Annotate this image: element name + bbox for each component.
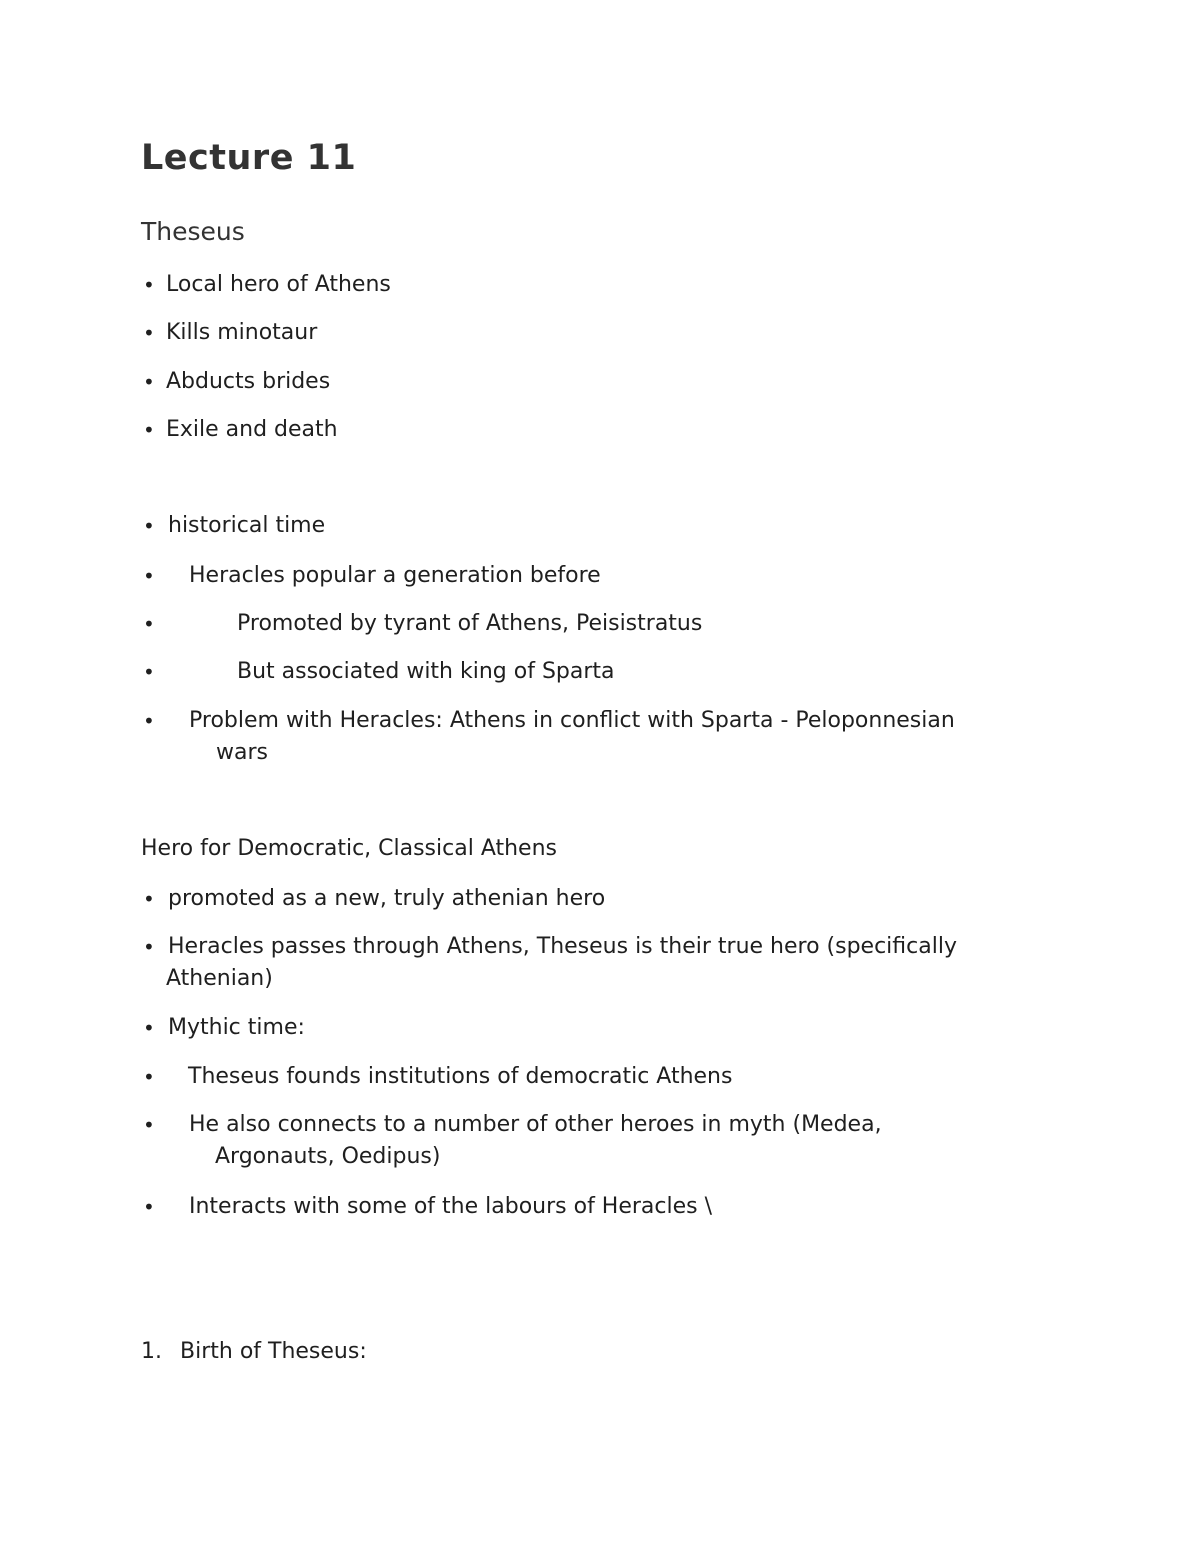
list-item-continuation: wars	[216, 740, 268, 765]
bullet-marker: •	[143, 1113, 155, 1137]
list-item: But associated with king of Sparta	[237, 659, 615, 684]
document-title: Lecture 11	[141, 138, 357, 178]
list-item: Promoted by tyrant of Athens, Peisistratus	[237, 611, 703, 636]
list-item: Mythic time:	[168, 1015, 305, 1040]
bullet-marker: •	[143, 418, 155, 442]
list-item: historical time	[168, 513, 326, 538]
list-item: Problem with Heracles: Athens in conflict with Sparta - Peloponnesian	[189, 708, 955, 733]
numbered-item-label: Birth of Theseus:	[180, 1339, 367, 1364]
list-item: Theseus founds institutions of democratic Athens	[188, 1064, 733, 1089]
bullet-marker: •	[143, 935, 155, 959]
list-item: promoted as a new, truly athenian hero	[168, 886, 606, 911]
bullet-marker: •	[143, 887, 155, 911]
document-subtitle: Theseus	[141, 217, 245, 246]
list-item: He also connects to a number of other heroes in myth (Medea,	[189, 1112, 882, 1137]
bullet-marker: •	[143, 1065, 155, 1089]
bullet-marker: •	[143, 660, 155, 684]
list-item: Kills minotaur	[166, 320, 318, 345]
list-item: Local hero of Athens	[166, 272, 391, 297]
bullet-marker: •	[143, 564, 155, 588]
bullet-marker: •	[143, 514, 155, 538]
list-item-continuation: Argonauts, Oedipus)	[215, 1144, 441, 1169]
list-item: Interacts with some of the labours of Heracles \	[189, 1194, 713, 1219]
bullet-marker: •	[143, 273, 155, 297]
list-item: Heracles passes through Athens, Theseus is their true hero (specifically	[168, 934, 957, 959]
bullet-marker: •	[143, 709, 155, 733]
bullet-marker: •	[143, 370, 155, 394]
bullet-marker: •	[143, 321, 155, 345]
section-heading: Hero for Democratic, Classical Athens	[141, 836, 557, 861]
list-item-continuation: Athenian)	[166, 966, 273, 991]
list-item: Abducts brides	[166, 369, 331, 394]
bullet-marker: •	[143, 1016, 155, 1040]
numbered-item-number: 1.	[141, 1339, 162, 1364]
list-item: Heracles popular a generation before	[189, 563, 601, 588]
bullet-marker: •	[143, 612, 155, 636]
list-item: Exile and death	[166, 417, 338, 442]
bullet-marker: •	[143, 1195, 155, 1219]
